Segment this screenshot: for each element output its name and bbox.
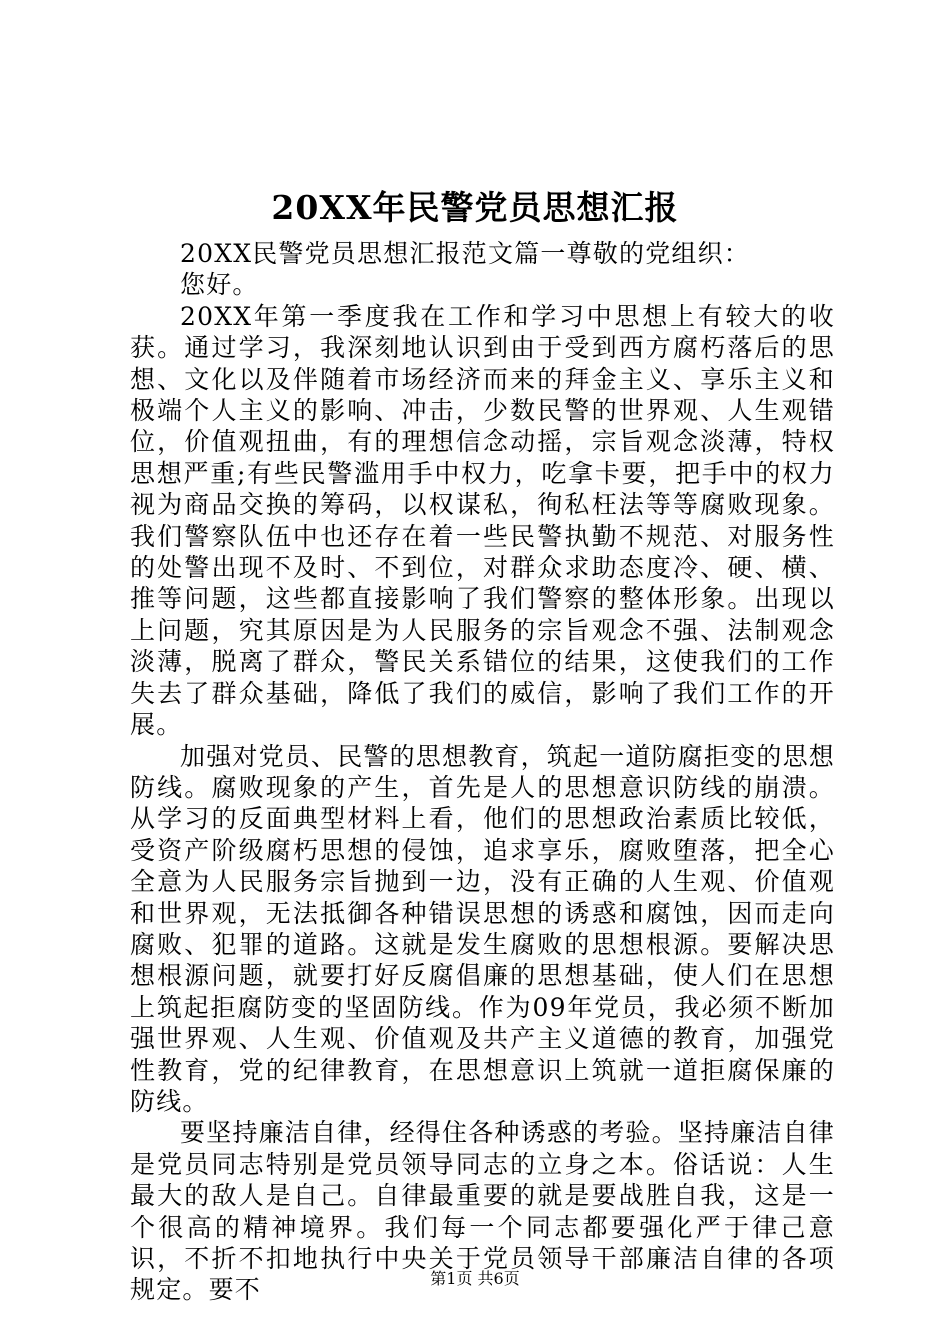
paragraph-body-3: 要坚持廉洁自律，经得住各种诱惑的考验。坚持廉洁自律是党员同志特别是党员领导同志的立身之本。俗话说：人生最大的敌人是自己。自律最重要的就是要战胜自我，这是一个很高的精神境界。我们每一个同志都要强化严于律己意识，不折不扣地执行中央关于党员领导干部廉洁自律的各项规定。要不 [130,1118,836,1305]
document-body [130,238,835,1306]
paragraph-salutation: 20XX民警党员思想汇报范文篇一尊敬的党组织： [180,239,751,268]
paragraph-body-2: 加强对党员、民警的思想教育，筑起一道防腐拒变的思想防线。腐败现象的产生，首先是人的思想意识防线的崩溃。从学习的反面典型材料上看，他们的思想政治素质比较低，受资产阶级腐朽思想的侵蚀，追求享乐，腐败堕落，把全心全意为人民服务宗旨抛到一边，没有正确的人生观、价值观和世界观，无法抵御各种错误思想的诱惑和腐蚀，因而走向腐败、犯罪的道路。这就是发生腐败的思想根源。要解决思想根源问题，就要打好反腐倡廉的思想基础，使人们在思想上筑起拒腐防变的坚固防线。作为09年党员，我必须不断加强世界观、人生观、价值观及共产主义道德的教育，加强党性教育，党的纪律教育，在思想意识上筑就一道拒腐保廉的防线。 [130,741,836,1116]
page-footer: 第1页 共6页 [430,1269,520,1288]
paragraph-body-1: 20XX年第一季度我在工作和学习中思想上有较大的收获。通过学习，我深刻地认识到由于受到西方腐朽落后的思想、文化以及伴随着市场经济而来的拜金主义、享乐主义和极端个人主义的影响、冲击，少数民警的世界观、人生观错位，价值观扭曲，有的理想信念动摇，宗旨观念淡薄，特权思想严重;有些民警滥用手中权力，吃拿卡要，把手中的权力视为商品交换的筹码，以权谋私，徇私枉法等等腐败现象。我们警察队伍中也还存在着一些民警执勤不规范、对服务性的处警出现不及时、不到位，对群众求助态度冷、硬、横、推等问题，这些都直接影响了我们警察的整体形象。出现以上问题，究其原因是为人民服务的宗旨观念不强、法制观念淡薄，脱离了群众，警民关系错位的结果，这使我们的工作失去了群众基础，降低了我们的威信，影响了我们工作的开展。 [130,301,835,740]
paragraph-greeting: 您好。 [180,270,259,300]
document-title: 20XX年民警党员思想汇报 [271,188,679,227]
